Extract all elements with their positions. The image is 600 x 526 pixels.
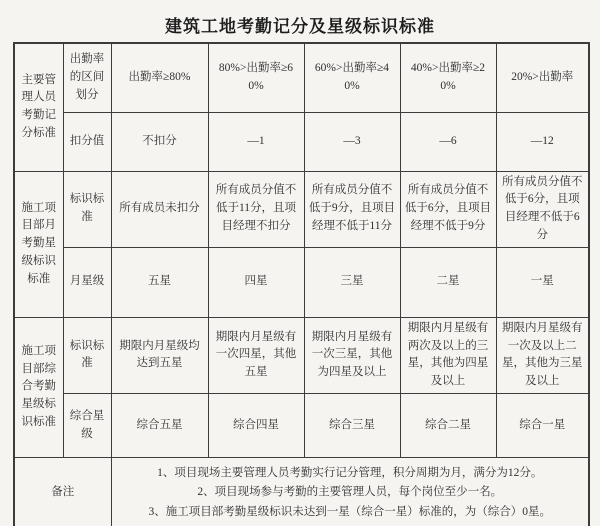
- cell-deduction-2: —1: [208, 112, 304, 171]
- cell-comprehensive-criteria-1: 期限内月星级均达到五星: [111, 317, 208, 393]
- row-label-monthly-criteria: 标识标准: [63, 171, 111, 247]
- cell-comprehensive-star-5: 综合一星: [496, 394, 589, 458]
- cell-comprehensive-criteria-5: 期限内月星级有一次及以上二星，其他为三星及以上: [496, 317, 589, 393]
- cell-interval-3: 60%>出勤率≥40%: [304, 43, 400, 112]
- cell-comprehensive-star-2: 综合四星: [208, 394, 304, 458]
- row-label-attendance-intervals: 出勤率的区间划分: [63, 43, 111, 112]
- cell-monthly-star-2: 四星: [208, 247, 304, 317]
- cell-monthly-criteria-1: 所有成员未扣分: [111, 171, 208, 247]
- table-row: [14, 394, 589, 458]
- cell-deduction-4: —6: [400, 112, 496, 171]
- cell-interval-5: 20%>出勤率: [496, 43, 589, 112]
- cell-monthly-star-5: 一星: [496, 247, 589, 317]
- table-row: [14, 247, 589, 317]
- table-row: [14, 43, 589, 112]
- section-label-comprehensive-star: 施工项目部综合考勤星级标识标准: [14, 317, 63, 457]
- cell-comprehensive-criteria-3: 期限内月星级有一次三星，其他为四星及以上: [304, 317, 400, 393]
- cell-deduction-3: —3: [304, 112, 400, 171]
- cell-deduction-1: 不扣分: [111, 112, 208, 171]
- table-row: [14, 112, 589, 171]
- notes-body: [111, 458, 589, 526]
- cell-monthly-criteria-3: 所有成员分值不低于9分，且项目经理不低于11分: [304, 171, 400, 247]
- note-line-1: 1、项目现场主要管理人员考勤实行记分管理，积分周期为月，满分为12分。: [157, 466, 543, 479]
- section-label-scoring: 主要管理人员考勤记分标准: [14, 43, 63, 171]
- cell-interval-2: 80%>出勤率≥60%: [208, 43, 304, 112]
- cell-comprehensive-star-3: 综合三星: [304, 394, 400, 458]
- cell-monthly-star-1: 五星: [111, 247, 208, 317]
- cell-interval-4: 40%>出勤率≥20%: [400, 43, 496, 112]
- cell-comprehensive-criteria-2: 期限内月星级有一次四星，其他五星: [208, 317, 304, 393]
- cell-comprehensive-star-1: 综合五星: [111, 394, 208, 458]
- notes-label: 备注: [14, 458, 111, 526]
- attendance-standards-table: [13, 42, 590, 526]
- cell-comprehensive-criteria-4: 期限内月星级有两次及以上的三星，其他为四星及以上: [400, 317, 496, 393]
- cell-comprehensive-star-4: 综合二星: [400, 394, 496, 458]
- cell-deduction-5: —12: [496, 112, 589, 171]
- section-label-monthly-star: 施工项目部月考勤星级标识标准: [14, 171, 63, 317]
- cell-monthly-criteria-4: 所有成员分值不低于6分，且项目经理不低于9分: [400, 171, 496, 247]
- row-label-monthly-star: 月星级: [63, 247, 111, 317]
- table-row: [14, 317, 589, 393]
- cell-monthly-criteria-5: 所有成员分值不低于6分，且项目经理不低于6分: [496, 171, 589, 247]
- row-label-comprehensive-star: 综合星级: [63, 394, 111, 458]
- cell-monthly-star-4: 二星: [400, 247, 496, 317]
- cell-monthly-star-3: 三星: [304, 247, 400, 317]
- table-row: [14, 171, 589, 247]
- page-title: 建筑工地考勤记分及星级标识标准: [165, 17, 435, 36]
- cell-interval-1: 出勤率≥80%: [111, 43, 208, 112]
- table-row: [14, 458, 589, 526]
- cell-monthly-criteria-2: 所有成员分值不低于11分，且项目经理不扣分: [208, 171, 304, 247]
- note-line-2: 2、项目现场参与考勤的主要管理人员，每个岗位至少一名。: [197, 486, 503, 499]
- note-line-3: 3、施工项目部考勤星级标识未达到一星（综合一星）标准的，为（综合）0星。: [148, 506, 551, 519]
- row-label-comprehensive-criteria: 标识标准: [63, 317, 111, 393]
- row-label-deduction: 扣分值: [63, 112, 111, 171]
